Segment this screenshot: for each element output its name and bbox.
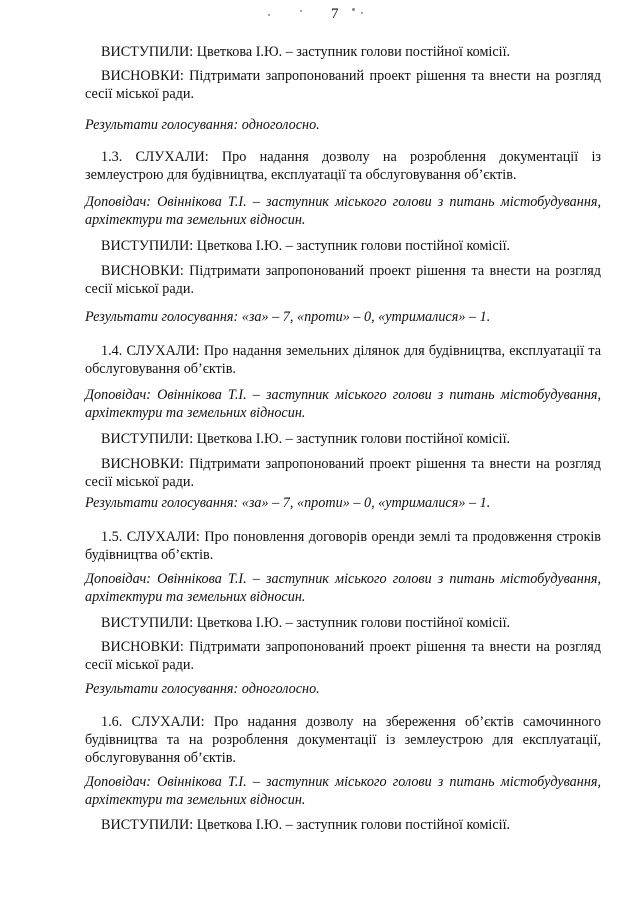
speakers-paragraph: ВИСТУПИЛИ: Цветкова І.Ю. – заступник голови постійної комісії. xyxy=(101,817,511,833)
conclusions-paragraph: ВИСНОВКИ: Підтримати запропонований проект рішення та внести на розгляд сесії міської ради. xyxy=(85,639,601,673)
agenda-item-heading: 1.6. СЛУХАЛИ: Про надання дозволу на збереження об’єктів самочинного будівництва та на розроблення документації із землеустрою для експлуатації, обслуговування об’єктів. xyxy=(85,714,601,766)
scan-speck xyxy=(300,10,302,12)
scan-speck xyxy=(361,12,363,14)
presenter-paragraph: Доповідач: Овіннікова Т.І. – заступник міського голови з питань містобудування, архітектури та земельних відносин. xyxy=(85,774,601,808)
conclusions-paragraph: ВИСНОВКИ: Підтримати запропонований проект рішення та внести на розгляд сесії міської ради. xyxy=(85,263,601,297)
agenda-item-heading: 1.3. СЛУХАЛИ: Про надання дозволу на розроблення документації із землеустрою для будівництва, експлуатації та обслуговування об’єктів. xyxy=(85,149,601,183)
voting-result: Результати голосування: «за» – 7, «проти» – 0, «утрималися» – 1. xyxy=(85,495,491,511)
speakers-paragraph: ВИСТУПИЛИ: Цветкова І.Ю. – заступник голови постійної комісії. xyxy=(101,431,511,447)
presenter-paragraph: Доповідач: Овіннікова Т.І. – заступник міського голови з питань містобудування, архітектури та земельних відносин. xyxy=(85,194,601,228)
conclusions-paragraph: ВИСНОВКИ: Підтримати запропонований проект рішення та внести на розгляд сесії міської ради. xyxy=(85,68,601,102)
scan-speck xyxy=(268,14,270,16)
presenter-paragraph: Доповідач: Овіннікова Т.І. – заступник міського голови з питань містобудування, архітектури та земельних відносин. xyxy=(85,571,601,605)
speakers-paragraph: ВИСТУПИЛИ: Цветкова І.Ю. – заступник голови постійної комісії. xyxy=(101,44,511,60)
agenda-item-heading: 1.5. СЛУХАЛИ: Про поновлення договорів оренди землі та продовження строків будівництва об’єктів. xyxy=(85,529,601,563)
speakers-paragraph: ВИСТУПИЛИ: Цветкова І.Ю. – заступник голови постійної комісії. xyxy=(101,238,511,254)
page-number: 7 xyxy=(331,6,339,22)
voting-result: Результати голосування: «за» – 7, «проти» – 0, «утрималися» – 1. xyxy=(85,309,491,325)
voting-result: Результати голосування: одноголосно. xyxy=(85,681,320,697)
presenter-paragraph: Доповідач: Овіннікова Т.І. – заступник міського голови з питань містобудування, архітектури та земельних відносин. xyxy=(85,387,601,421)
conclusions-paragraph: ВИСНОВКИ: Підтримати запропонований проект рішення та внести на розгляд сесії міської ради. xyxy=(85,456,601,490)
speakers-paragraph: ВИСТУПИЛИ: Цветкова І.Ю. – заступник голови постійної комісії. xyxy=(101,615,511,631)
agenda-item-heading: 1.4. СЛУХАЛИ: Про надання земельних ділянок для будівництва, експлуатації та обслуговування об’єктів. xyxy=(85,343,601,377)
scan-speck xyxy=(352,8,355,11)
voting-result: Результати голосування: одноголосно. xyxy=(85,117,320,133)
